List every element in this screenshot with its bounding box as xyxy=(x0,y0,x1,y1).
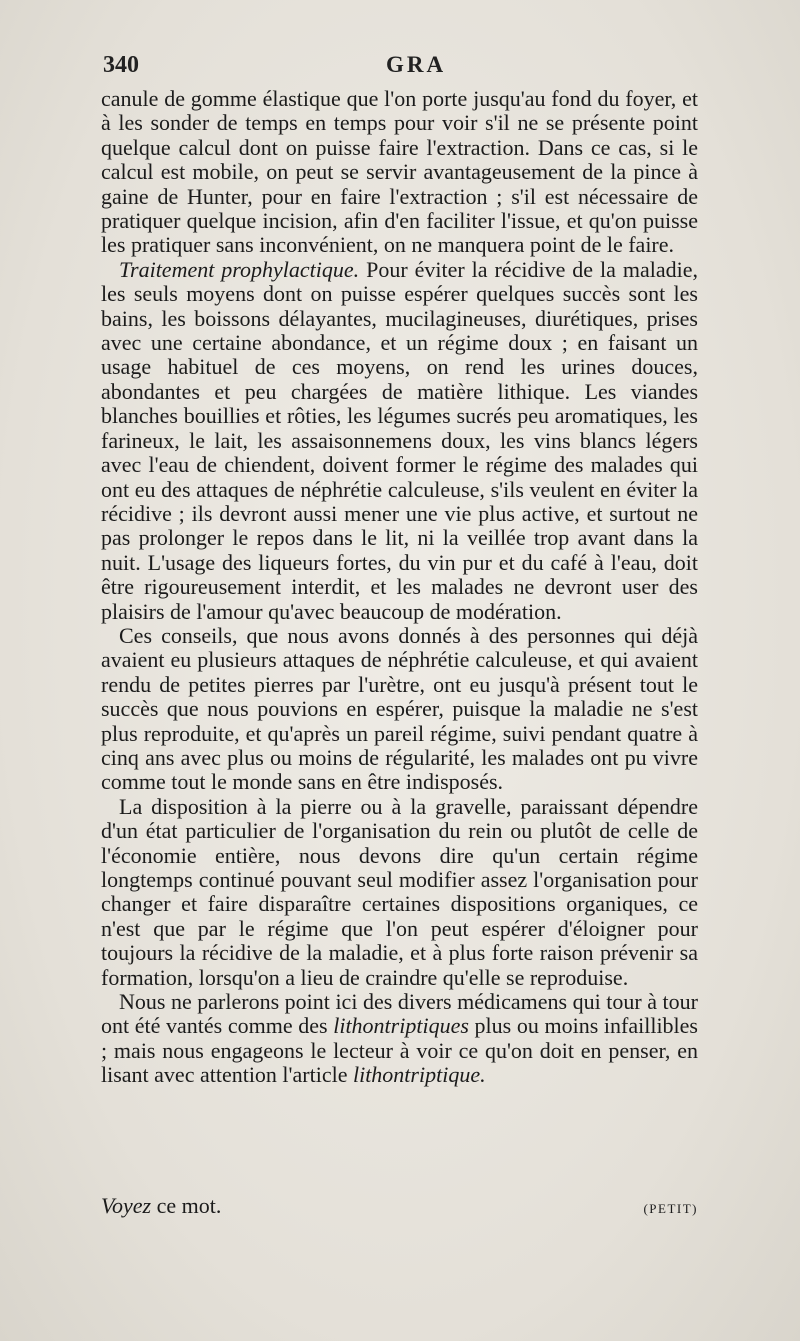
paragraph-4: La disposition à la pierre ou à la gravelle, paraissant dépendre d'un état particulier de l'organisation du rein ou plutôt de celle de l'économie entière, nous devons dire qu'un certain régime longtemps continué pouvant seul modifier assez l'organisation pour changer et faire disparaître certaines dispositions organiques, ce n'est que par le régime que l'on peut espérer d'éloigner pour toujours la récidive de la maladie, et à plus forte raison prévenir sa formation, lorsqu'on a lieu de craindre qu'elle se reproduise. xyxy=(101,793,698,990)
paragraph-5 xyxy=(101,990,698,1088)
paragraph-3: Ces conseils, que nous avons donnés à des personnes qui déjà avaient eu plusieurs attaques de néphrétie calculeuse, et qui avaient rendu de petites pierres par l'urètre, ont eu jusqu'à présent tout le succès que nous pouvions en espérer, puisque la maladie ne s'est plus reproduite, et qu'après un pareil régime, suivi pendant quatre à cinq ans avec plus ou moins de régularité, les malades ont pu vivre comme tout le monde sans en être indisposés. xyxy=(101,622,698,795)
running-head: GRA xyxy=(386,52,447,77)
page-number: 340 xyxy=(103,52,139,78)
term-lithontriptiques: lithontriptiques xyxy=(333,1013,469,1039)
section-label: Traitement prophylactique. xyxy=(119,256,360,282)
voyez-word: Voyez xyxy=(101,1193,152,1218)
closing-line xyxy=(101,1193,698,1219)
see-reference xyxy=(101,1193,221,1219)
author-signature: (PETIT) xyxy=(643,1201,698,1216)
body-text xyxy=(101,87,698,1088)
paragraph-5-text-b: plus ou moins infaillibles ; mais nous engageons le lecteur à voir ce qu'on doit en penser, en lisant avec attention l'article xyxy=(101,1013,698,1088)
page-header xyxy=(103,52,698,88)
paragraph-1: canule de gomme élastique que l'on porte jusqu'au fond du foyer, et à les sonder de temps en temps pour voir s'il ne se présente point quelque calcul dont on puisse faire l'extraction. Dans ce cas, si le calcul est mobile, on peut se servir avantageusement de la pince à gaine de Hunter, pour en faire l'extraction ; s'il est nécessaire de pratiquer quelque incision, afin d'en faciliter l'issue, et qu'on puisse les pratiquer sans inconvénient, on ne manquera point de le faire. xyxy=(101,86,698,258)
term-lithontriptique: lithontriptique. xyxy=(352,1062,486,1088)
paragraph-2-text: Pour éviter la récidive de la maladie, les seuls moyens dont on puisse espérer quelques succès sont les bains, les boissons délayantes, mucilagineuses, diurétiques, prises avec une certaine abondance, et un régime doux ; en faisant un usage habituel de ces moyens, on rend les urines douces, abondantes et peu chargées de matière lithique. Les viandes blanches bouillies et rôties, les légumes sucrés peu aromatiques, les farineux, le lait, les assaisonnemens doux, les vins blancs légers avec l'eau de chiendent, doivent former le régime des malades qui ont eu des attaques de néphrétie calculeuse, s'ils veulent en éviter la récidive ; ils devront aussi mener une vie plus active, et surtout ne pas prolonger le repos dans le lit, ni la veillée trop avant dans la nuit. L'usage des liqueurs fortes, du vin pur et du café à l'eau, doit être rigoureusement interdit, et les malades ne devront user des plaisirs de l'amour qu'avec beaucoup de modération. xyxy=(101,256,698,624)
voyez-rest: ce mot. xyxy=(151,1193,222,1218)
paragraph-2 xyxy=(101,258,698,624)
paragraph-5-text-a: Nous ne parlerons point ici des divers médicamens qui tour à tour ont été vantés comme des xyxy=(101,989,698,1039)
